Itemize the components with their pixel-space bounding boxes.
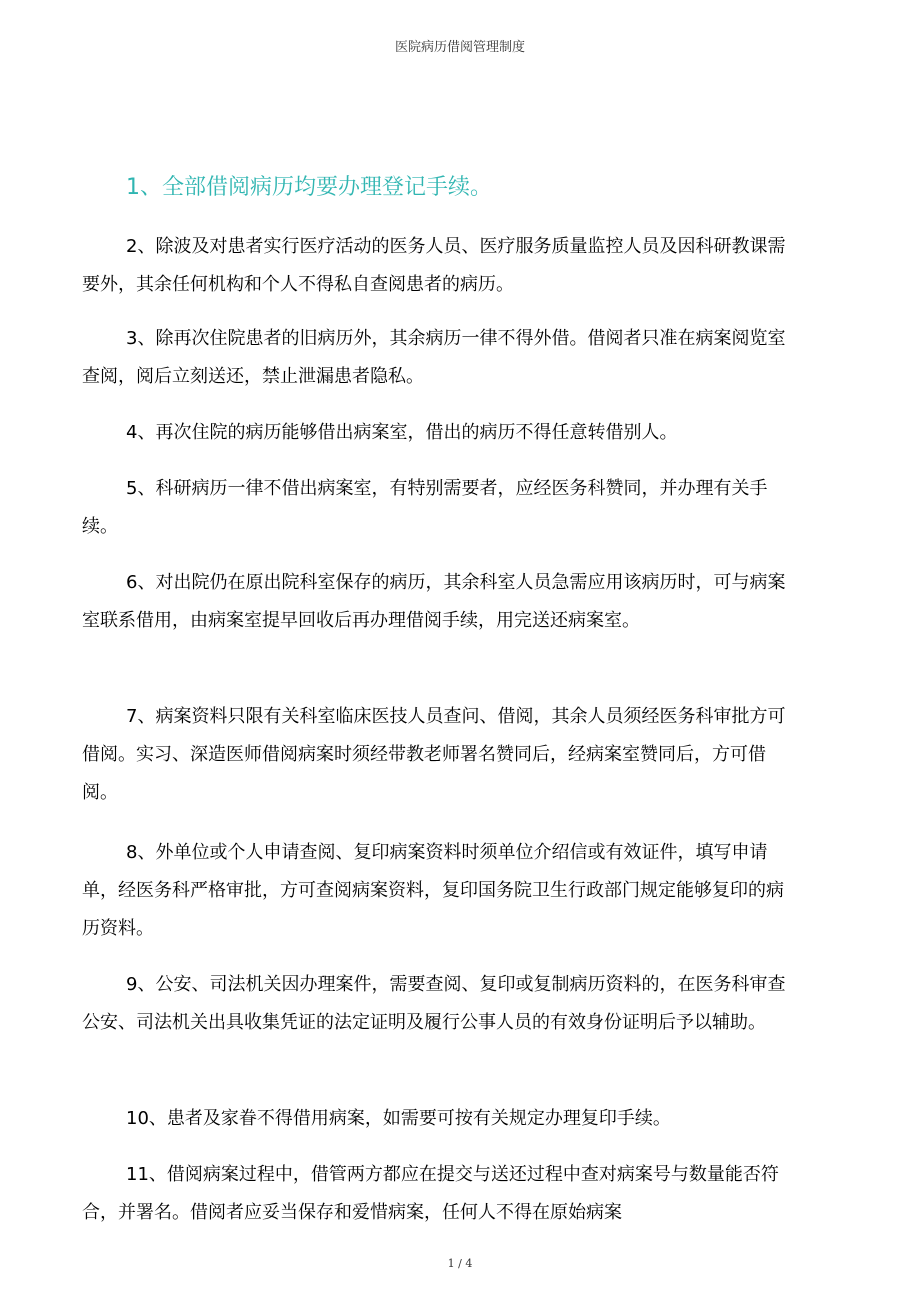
rule-1-heading: 1、全部借阅病历均要办理登记手续。 xyxy=(126,175,492,200)
rule-10: 10、患者及家眷不得借用病案，如需要可按有关规定办理复印手续。 xyxy=(126,1108,671,1129)
rule-4: 4、再次住院的病历能够借出病案室，借出的病历不得任意转借别人。 xyxy=(126,422,678,443)
rule-11: 11、借阅病案过程中，借管两方都应在提交与送还过程中查对病案号与数量能否符合，并署名。借阅者应妥当保存和爱惜病案，任何人不得在原始病案 xyxy=(82,1164,779,1223)
rule-9: 9、公安、司法机关因办理案件，需要查阅、复印或复制病历资料的，在医务科审查公安、司法机关出具收集凭证的法定证明及履行公事人员的有效身份证明后予以辅助。 xyxy=(82,974,786,1033)
rule-2: 2、除波及对患者实行医疗活动的医务人员、医疗服务质量监控人员及因科研教课需要外，其余任何机构和个人不得私自查阅患者的病历。 xyxy=(82,236,786,295)
rule-8: 8、外单位或个人申请查阅、复印病案资料时须单位介绍信或有效证件，填写申请单，经医务科严格审批，方可查阅病案资料，复印国务院卫生行政部门规定能够复印的病历资料。 xyxy=(82,842,784,939)
page-header: 医院病历借阅管理制度 xyxy=(394,40,525,55)
page-number: 1 / 4 xyxy=(447,1257,473,1270)
rule-6: 6、对出院仍在原出院科室保存的病历，其余科室人员急需应用该病历时，可与病案室联系借用，由病案室提早回收后再办理借阅手续，用完送还病案室。 xyxy=(82,572,786,631)
rule-3: 3、除再次住院患者的旧病历外，其余病历一律不得外借。借阅者只准在病案阅览室查阅，阅后立刻送还，禁止泄漏患者隐私。 xyxy=(82,328,786,387)
rule-5: 5、科研病历一律不借出病案室，有特别需要者，应经医务科赞同，并办理有关手续。 xyxy=(82,478,768,537)
rule-7: 7、病案资料只限有关科室临床医技人员查问、借阅，其余人员须经医务科审批方可借阅。实习、深造医师借阅病案时须经带教老师署名赞同后，经病案室赞同后，方可借阅。 xyxy=(82,706,786,803)
